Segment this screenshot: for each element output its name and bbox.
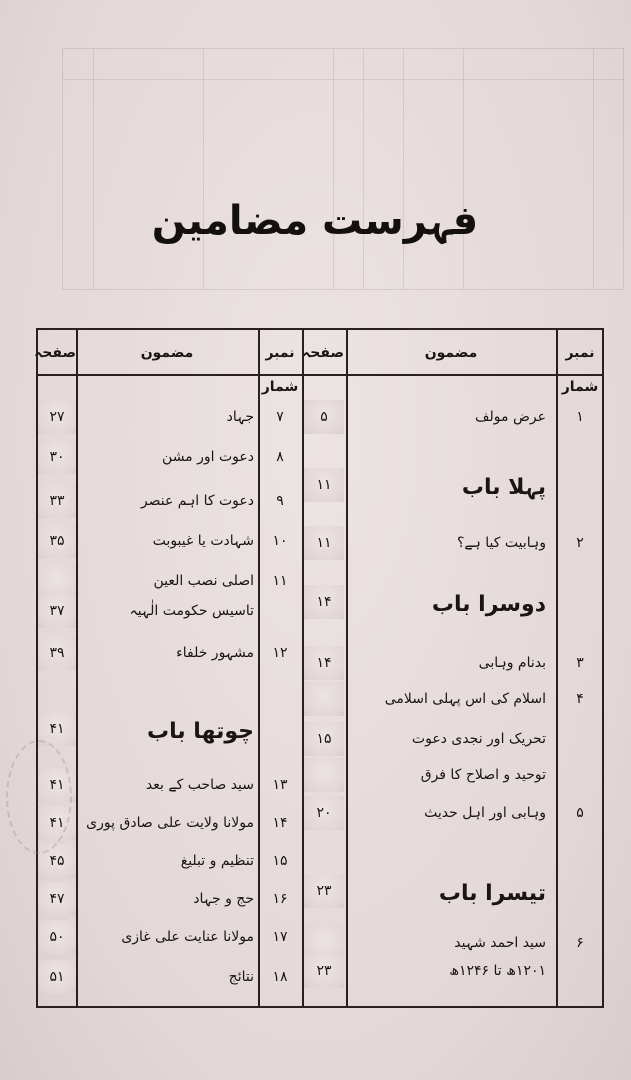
toc-left-page: ۳۰ [38, 440, 76, 474]
toc-left-page: ۳۹ [38, 636, 76, 670]
toc-right-subject: تحریک اور نجدی دعوت [411, 731, 546, 747]
toc-left-number [260, 594, 300, 628]
toc-right-subject: وہابی اور اہل حدیث [424, 805, 546, 821]
toc-left-number: ۱۶ [272, 891, 288, 907]
header-right-number: نمبر شمار [561, 345, 599, 395]
toc-left-page: ۴۱ [38, 768, 76, 802]
toc-right-page [304, 682, 344, 716]
header-right-subject: مضمون [424, 345, 478, 361]
toc-right-page: ۱۴ [304, 585, 344, 619]
toc-right-subject: اسلام کی اس پہلی اسلامی [384, 691, 546, 707]
toc-right-number [558, 585, 602, 619]
toc-right-number [558, 954, 602, 988]
toc-right-chapter-heading: تیسرا باب [438, 881, 546, 906]
toc-left-subject: نتائج [228, 969, 254, 985]
toc-right-number [558, 722, 602, 756]
library-stamp [6, 740, 72, 854]
toc-left-subject: مولانا عنایت علی غازی [121, 929, 254, 945]
toc-left-page: ۴۱ [38, 806, 76, 840]
toc-right-page: ۵ [304, 400, 344, 434]
toc-right-page: ۲۰ [304, 796, 344, 830]
toc-left-subject: دعوت کا اہم عنصر [140, 493, 254, 509]
toc-left-subject: سید صاحب کے بعد [145, 777, 254, 793]
toc-left-number: ۱۱ [272, 573, 288, 589]
toc-left-number: ۱۷ [272, 929, 288, 945]
toc-left-subject: جہاد [226, 409, 254, 425]
toc-left-number: ۱۸ [272, 969, 288, 985]
toc-left-number: ۱۲ [272, 645, 288, 661]
toc-right-number [558, 874, 602, 908]
toc-right-chapter-heading: پہلا باب [461, 475, 546, 500]
toc-right-number [558, 758, 602, 792]
toc-right-number: ۴ [576, 691, 584, 707]
toc-right-number: ۶ [576, 935, 584, 951]
toc-right-page: ۲۳ [304, 874, 344, 908]
toc-left-page: ۴۷ [38, 882, 76, 916]
toc-right-subject: ۱۲۰۱ھ تا ۱۲۴۶ھ [449, 963, 546, 979]
toc-left-number [260, 712, 300, 746]
toc-left-subject: مولانا ولایت علی صادق پوری [86, 815, 254, 831]
toc-left-number: ۱۰ [272, 533, 288, 549]
header-left-subject: مضمون [140, 345, 194, 361]
toc-left-number: ۹ [276, 493, 284, 509]
toc-right-page: ۱۴ [304, 646, 344, 680]
toc-right-number: ۵ [576, 805, 584, 821]
toc-left-subject: شہادت یا غیبوبت [152, 533, 254, 549]
toc-right-subject: توحید و اصلاح کا فرق [420, 767, 546, 783]
toc-right-subject: بدنام وہابی [478, 655, 546, 671]
toc-right-number: ۱ [576, 409, 584, 425]
toc-right-subject: عرض مولف [475, 409, 546, 425]
toc-right-subject: وہابیت کیا ہے؟ [457, 535, 546, 551]
toc-left-page: ۲۷ [38, 400, 76, 434]
toc-left-page: ۳۷ [38, 594, 76, 628]
toc-left-page: ۳۵ [38, 524, 76, 558]
header-left-number: نمبر شمار [261, 345, 299, 395]
toc-right-page [304, 758, 344, 792]
toc-left-page: ۴۱ [38, 712, 76, 746]
table-of-contents [36, 328, 604, 1008]
toc-left-page: ۵۰ [38, 920, 76, 954]
toc-left-page: ۳۳ [38, 484, 76, 518]
header-right-page: صفحہ [302, 345, 344, 361]
toc-left-chapter-heading: چوتھا باب [147, 719, 254, 744]
toc-left-page [38, 564, 76, 598]
toc-left-number: ۱۵ [272, 853, 288, 869]
toc-right-page: ۱۵ [304, 722, 344, 756]
page-title: فہرست مضامین [151, 198, 479, 244]
header-left-page: صفحہ [34, 345, 76, 361]
toc-right-number: ۲ [576, 535, 584, 551]
toc-left-number: ۱۴ [272, 815, 288, 831]
toc-right-page: ۱۱ [304, 526, 344, 560]
toc-left-subject: دعوت اور مشن [162, 449, 254, 465]
toc-left-page: ۴۵ [38, 844, 76, 878]
toc-left-subject: تاسیس حکومت الٰہیہ [129, 603, 254, 619]
toc-left-subject: اصلی نصب العین [153, 573, 254, 589]
toc-left-subject: حج و جہاد [193, 891, 254, 907]
toc-right-number [558, 468, 602, 502]
toc-right-page: ۲۳ [304, 954, 344, 988]
toc-left-page: ۵۱ [38, 960, 76, 994]
toc-left-number: ۸ [276, 449, 284, 465]
toc-right-number: ۳ [576, 655, 584, 671]
toc-right-subject: سید احمد شہید [454, 935, 546, 951]
toc-right-chapter-heading: دوسرا باب [431, 592, 546, 617]
toc-left-subject: مشہور خلفاء [176, 645, 254, 661]
toc-right-page: ۱۱ [304, 468, 344, 502]
toc-left-number: ۱۳ [272, 777, 288, 793]
toc-left-subject: تنظیم و تبلیغ [180, 853, 254, 869]
toc-left-number: ۷ [276, 409, 284, 425]
